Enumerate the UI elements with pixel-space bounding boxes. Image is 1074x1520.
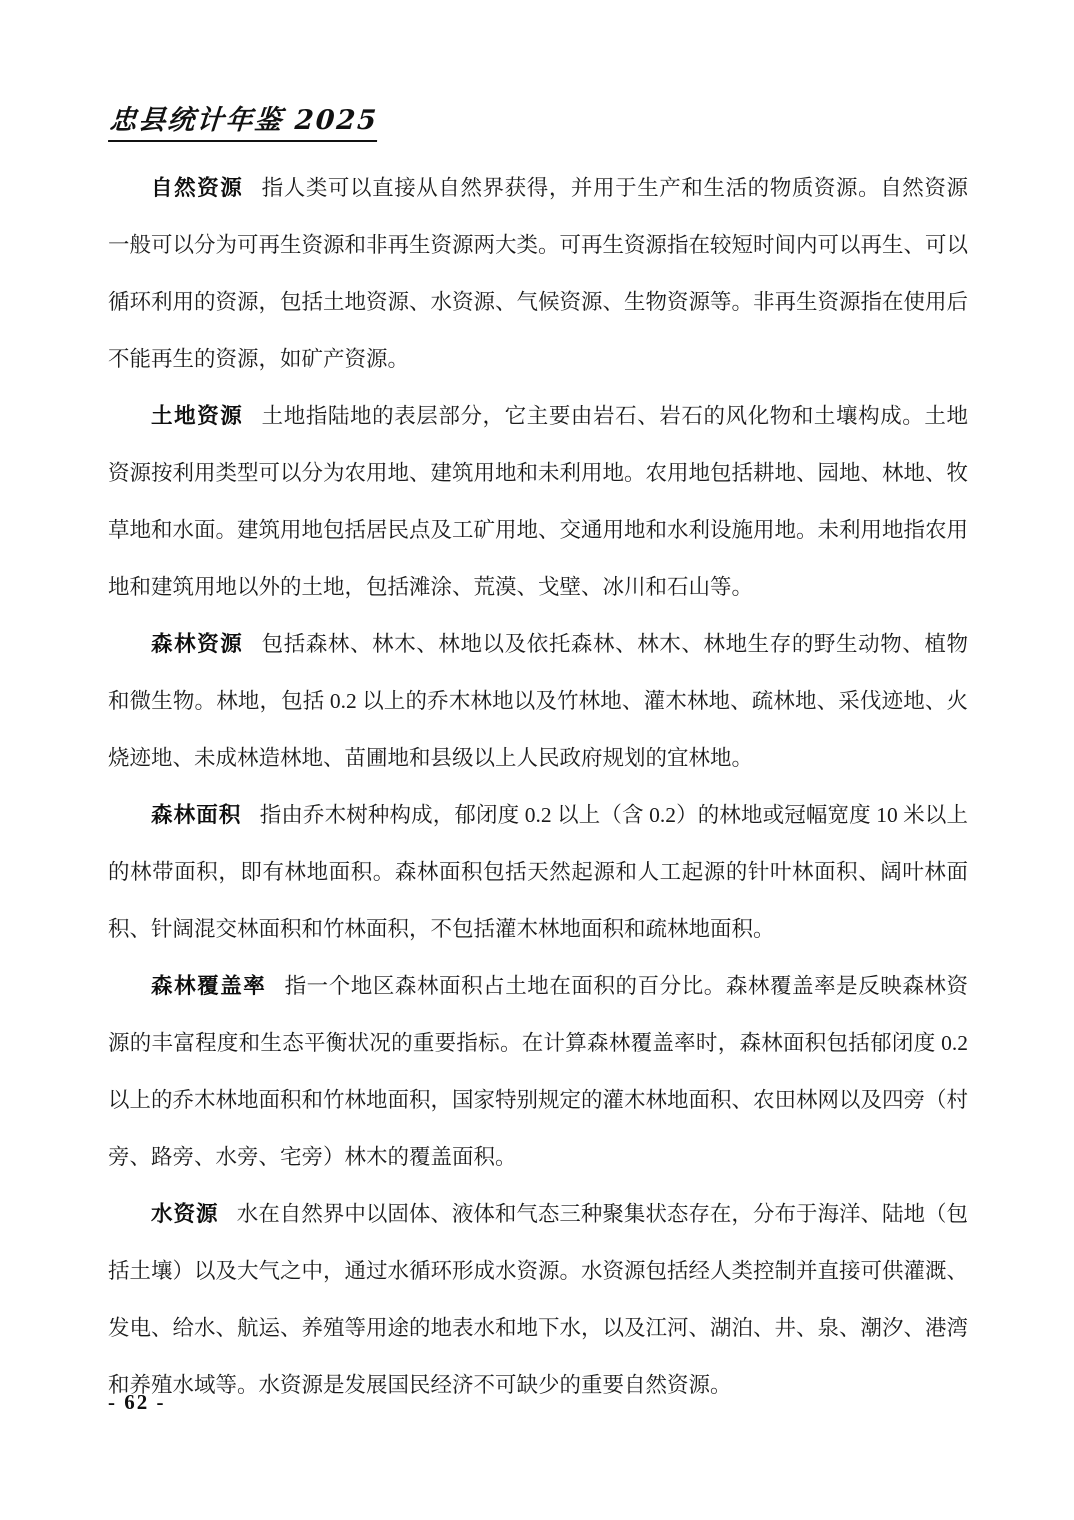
definition-paragraph-forest-area (108, 787, 968, 958)
term-definition: 土地指陆地的表层部分，它主要由岩石、岩石的风化物和土壤构成。土地资源按利用类型可以分为农用地、建筑用地和未利用地。农用地包括耕地、园地、林地、牧草地和水面。建筑用地包括居民点及工矿用地、交通用地和水利设施用地。未利用地指农用地和建筑用地以外的土地，包括滩涂、荒漠、戈壁、冰川和石山等。 (108, 404, 969, 599)
term-label: 水资源 (151, 1202, 219, 1226)
term-label: 森林面积 (151, 803, 242, 827)
term-label: 土地资源 (151, 404, 244, 428)
definition-paragraph-forest-resources (108, 616, 968, 787)
term-label: 自然资源 (151, 176, 244, 200)
definition-paragraph-water-resources (108, 1186, 968, 1414)
page-number: - 62 - (108, 1390, 166, 1414)
term-definition: 水在自然界中以固体、液体和气态三种聚集状态存在，分布于海洋、陆地（包括土壤）以及大气之中，通过水循环形成水资源。水资源包括经人类控制并直接可供灌溉、发电、给水、航运、养殖等用途的地表水和地下水，以及江河、湖泊、井、泉、潮汐、港湾和养殖水域等。水资源是发展国民经济不可缺少的重要自然资源。 (108, 1202, 969, 1397)
yearbook-title: 忠县统计年鉴 2025 (108, 98, 380, 142)
definitions-section (108, 160, 968, 1414)
term-label: 森林资源 (151, 632, 244, 656)
definition-paragraph-land-resources (108, 388, 968, 616)
term-definition: 指一个地区森林面积占土地在面积的百分比。森林覆盖率是反映森林资源的丰富程度和生态平衡状况的重要指标。在计算森林覆盖率时，森林面积包括郁闭度 0.2 以上的乔木林地面积和竹林地面积，国家特别规定的灌木林地面积、农田林网以及四旁（村旁、路旁、水旁、宅旁）林木的覆盖面积。 (108, 974, 969, 1169)
page-header (108, 98, 968, 142)
term-definition: 包括森林、林木、林地以及依托森林、林木、林地生存的野生动物、植物和微生物。林地，包括 0.2 以上的乔木林地以及竹林地、灌木林地、疏林地、采伐迹地、火烧迹地、未成林造林地、苗圃地和县级以上人民政府规划的宜林地。 (108, 632, 968, 770)
term-label: 森林覆盖率 (151, 974, 267, 998)
definition-paragraph-natural-resources (108, 160, 968, 388)
term-definition: 指人类可以直接从自然界获得，并用于生产和生活的物质资源。自然资源一般可以分为可再生资源和非再生资源两大类。可再生资源指在较短时间内可以再生、可以循环利用的资源，包括土地资源、水资源、气候资源、生物资源等。非再生资源指在使用后不能再生的资源，如矿产资源。 (108, 176, 969, 371)
definition-paragraph-forest-coverage (108, 958, 968, 1186)
term-definition: 指由乔木树种构成，郁闭度 0.2 以上（含 0.2）的林地或冠幅宽度 10 米以上的林带面积，即有林地面积。森林面积包括天然起源和人工起源的针叶林面积、阔叶林面积、针阔混交林面积和竹林面积，不包括灌木林地面积和疏林地面积。 (108, 803, 968, 941)
